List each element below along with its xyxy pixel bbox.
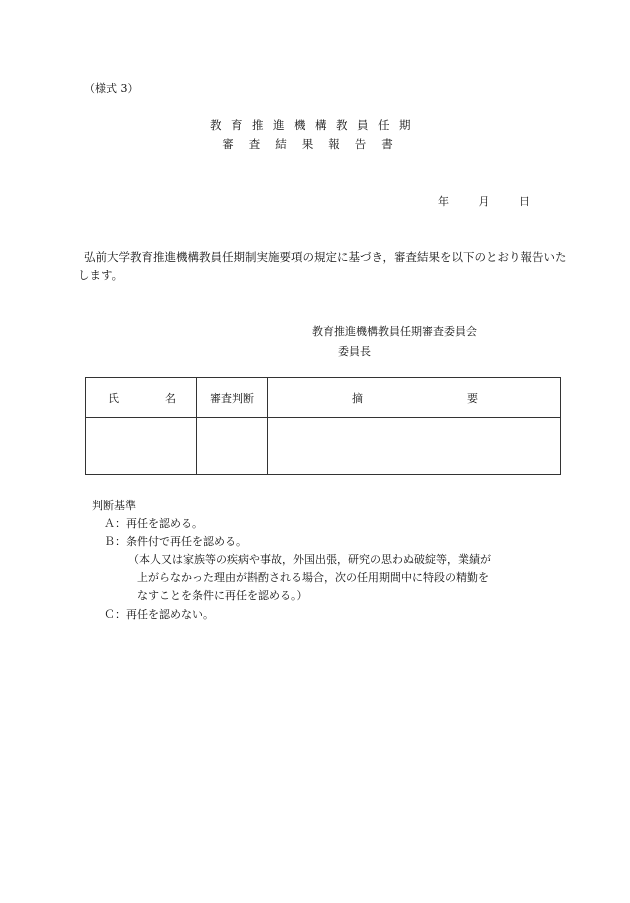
report-body-text: 弘前大学教育推進機構教員任期制実施要項の規定に基づき，審査結果を以下のとおり報告いたします。 — [78, 250, 567, 282]
table-row — [86, 418, 561, 475]
name-cell[interactable] — [86, 418, 197, 475]
criteria-heading: 判断基準 — [92, 499, 136, 512]
table-header-row — [86, 378, 561, 418]
date-row — [412, 193, 530, 209]
criterion-a: Ａ：再任を認める。 — [104, 517, 203, 530]
committee-name: 教育推進機構教員任期審査委員会 — [312, 325, 477, 338]
name-column-header — [86, 378, 197, 418]
summary-column-header — [268, 378, 561, 418]
form-number-label: （様式 3） — [84, 82, 139, 95]
criterion-b: Ｂ：条件付で再任を認める。 — [104, 535, 247, 548]
summary-header-char-2: 要 — [467, 391, 478, 405]
summary-cell[interactable] — [268, 418, 561, 475]
note-line-2: 上がらなかった理由が斟酌される場合，次の任用期間中に特段の精勤を — [137, 571, 489, 584]
name-header-char-1: 氏 — [108, 391, 119, 405]
date-month-label: 月 — [478, 195, 490, 208]
criterion-c: Ｃ：再任を認めない。 — [104, 608, 214, 621]
summary-header-char-1: 摘 — [352, 391, 363, 405]
result-table — [85, 377, 561, 475]
date-year-label: 年 — [438, 195, 449, 208]
note-line-3: なすことを条件に再任を認める。） — [137, 589, 308, 602]
committee-chair-label: 委員長 — [338, 345, 371, 358]
document-title-line-1: 教育推進機構教員任期 — [210, 118, 420, 132]
date-day-label: 日 — [519, 195, 530, 208]
judgment-cell[interactable] — [197, 418, 268, 475]
name-header-char-2: 名 — [165, 391, 176, 405]
document-title-line-2: 審査結果報告書 — [222, 137, 408, 151]
judgment-column-header: 審査判断 — [197, 378, 268, 418]
criterion-b-note — [128, 551, 558, 605]
note-line-1: （本人又は家族等の疾病や事故，外国出張，研究の思わぬ破綻等，業績が — [128, 553, 491, 566]
